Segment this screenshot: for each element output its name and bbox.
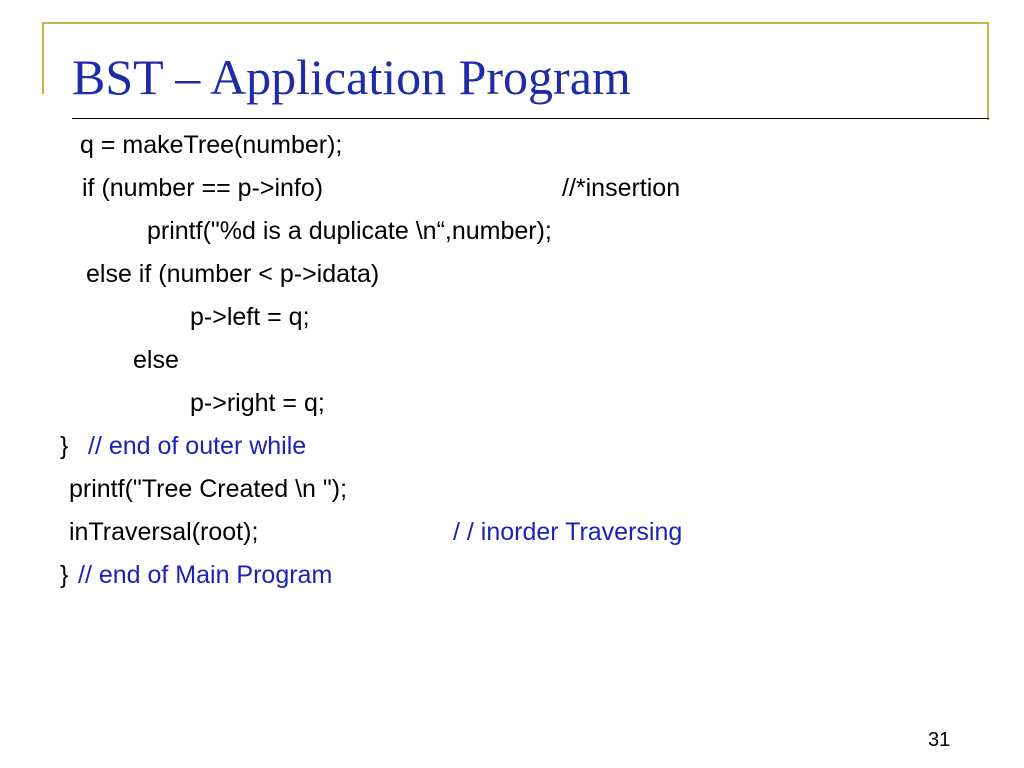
code-line-5: p->left = q;: [190, 303, 310, 331]
slide-title: BST – Application Program: [72, 49, 631, 105]
code-line-4: else if (number < p->idata): [86, 260, 380, 288]
code-line-11-comment: // end of Main Program: [78, 561, 333, 589]
code-line-2-comment: //*insertion: [562, 174, 681, 202]
code-line-7: p->right = q;: [190, 389, 325, 417]
code-line-9: printf("Tree Created \n ");: [69, 475, 348, 503]
code-line-10: inTraversal(root);: [69, 518, 259, 546]
slide-page-number: 31: [928, 729, 951, 751]
slide-frame-right-line: [987, 22, 989, 120]
slide-frame-left-line: [42, 22, 44, 94]
code-line-11-brace: }: [60, 561, 69, 589]
code-line-3: printf("%d is a duplicate \n“,number);: [147, 217, 552, 245]
title-underline: [72, 118, 989, 119]
code-line-2: if (number == p->info): [82, 174, 324, 202]
code-line-6: else: [133, 346, 179, 374]
slide-frame-top-line: [42, 22, 988, 24]
code-line-10-comment: / / inorder Traversing: [453, 518, 683, 546]
code-line-8-brace: }: [60, 432, 69, 460]
code-line-1: q = makeTree(number);: [80, 131, 343, 159]
code-line-8-comment: // end of outer while: [88, 432, 307, 460]
